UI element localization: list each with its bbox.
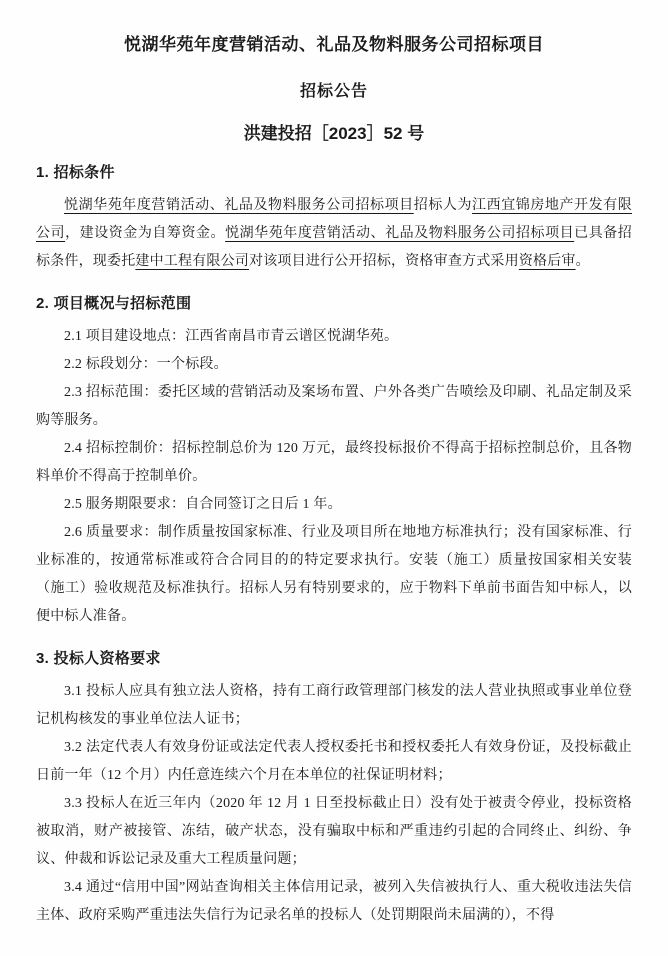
section-2-item-scope: 2.3 招标范围：委托区域的营销活动及案场布置、户外各类广告喷绘及印刷、礼品定制及采购等服务。: [36, 385, 632, 428]
underlined-text-run: 建中工程有限公司: [135, 254, 250, 269]
section-1-paragraph: [36, 192, 632, 276]
text-run: 。: [575, 254, 590, 269]
section-2-item-control-price: 2.4 招标控制价：招标控制总价为 120 万元，最终投标报价不得高于招标控制总价，且各物料单价不得高于控制单价。: [36, 441, 632, 484]
section-3-heading: 3. 投标人资格要求: [36, 650, 161, 667]
underlined-text-run: 悦湖华苑年度营销活动、礼品及物料服务公司招标项目: [225, 226, 575, 241]
section-project-overview: [36, 294, 632, 631]
text-run: ，建设资金为自筹资金。: [65, 226, 226, 241]
text-run: 已具备招标条件，现委托: [36, 226, 632, 269]
underlined-text-run: 江西宜锦房地产开发有限公司: [36, 198, 632, 241]
underlined-text-run: 资格后审: [518, 254, 576, 269]
document-subtitle: 招标公告: [299, 83, 368, 100]
section-3-item-id-social-security: 3.2 法定代表人有效身份证或法定代表人授权委托书和授权委托人有效身份证，及投标截止日前一年（12 个月）内任意连续六个月在本单位的社保证明材料；: [36, 740, 632, 783]
section-3-item-recent-three-years: 3.3 投标人在近三年内（2020 年 12 月 1 日至投标截止日）没有处于被责令停业，投标资格被取消，财产被接管、冻结，破产状态，没有骗取中标和严重违约引起的合同终止、纠纷、争议、仲裁和诉讼记录及重大工程质量问题；: [36, 796, 632, 867]
underlined-text-run: 悦湖华苑年度营销活动、礼品及物料服务公司招标项目: [64, 198, 414, 213]
section-bidding-conditions: [36, 163, 632, 276]
section-1-heading: 1. 招标条件: [36, 164, 115, 181]
section-2-item-location: 2.1 项目建设地点：江西省南昌市青云谱区悦湖华苑。: [64, 329, 399, 344]
section-2-item-quality: 2.6 质量要求：制作质量按国家标准、行业及项目所在地地方标准执行；没有国家标准、行业标准的，按通常标准或符合合同目的的特定要求执行。安装（施工）质量按国家相关安装（施工）验收规范及标准执行。招标人另有特别要求的，应于物料下单前书面告知中标人，以便中标人准备。: [36, 525, 632, 624]
section-2-item-lot-division: 2.2 标段划分：一个标段。: [64, 357, 228, 372]
section-2-heading: 2. 项目概况与招标范围: [36, 295, 192, 312]
section-3-item-legal-person: 3.1 投标人应具有独立法人资格，持有工商行政管理部门核发的法人营业执照或事业单位登记机构核发的事业单位法人证书；: [36, 684, 632, 727]
section-2-item-service-term: 2.5 服务期限要求：自合同签订之日后 1 年。: [64, 497, 342, 512]
document-title: 悦湖华苑年度营销活动、礼品及物料服务公司招标项目: [124, 35, 544, 54]
text-run: 对该项目进行公开招标，资格审查方式采用: [249, 254, 519, 269]
document-number: 洪建投招［2023］52 号: [243, 124, 425, 143]
text-run: 招标人为: [413, 198, 473, 213]
section-bidder-qualifications: [36, 649, 632, 930]
section-3-item-credit-china: 3.4 通过“信用中国”网站查询相关主体信用记录，被列入失信被执行人、重大税收违法失信主体、政府采购严重违法失信行为记录名单的投标人（处罚期限尚未届满的），不得: [36, 880, 632, 923]
